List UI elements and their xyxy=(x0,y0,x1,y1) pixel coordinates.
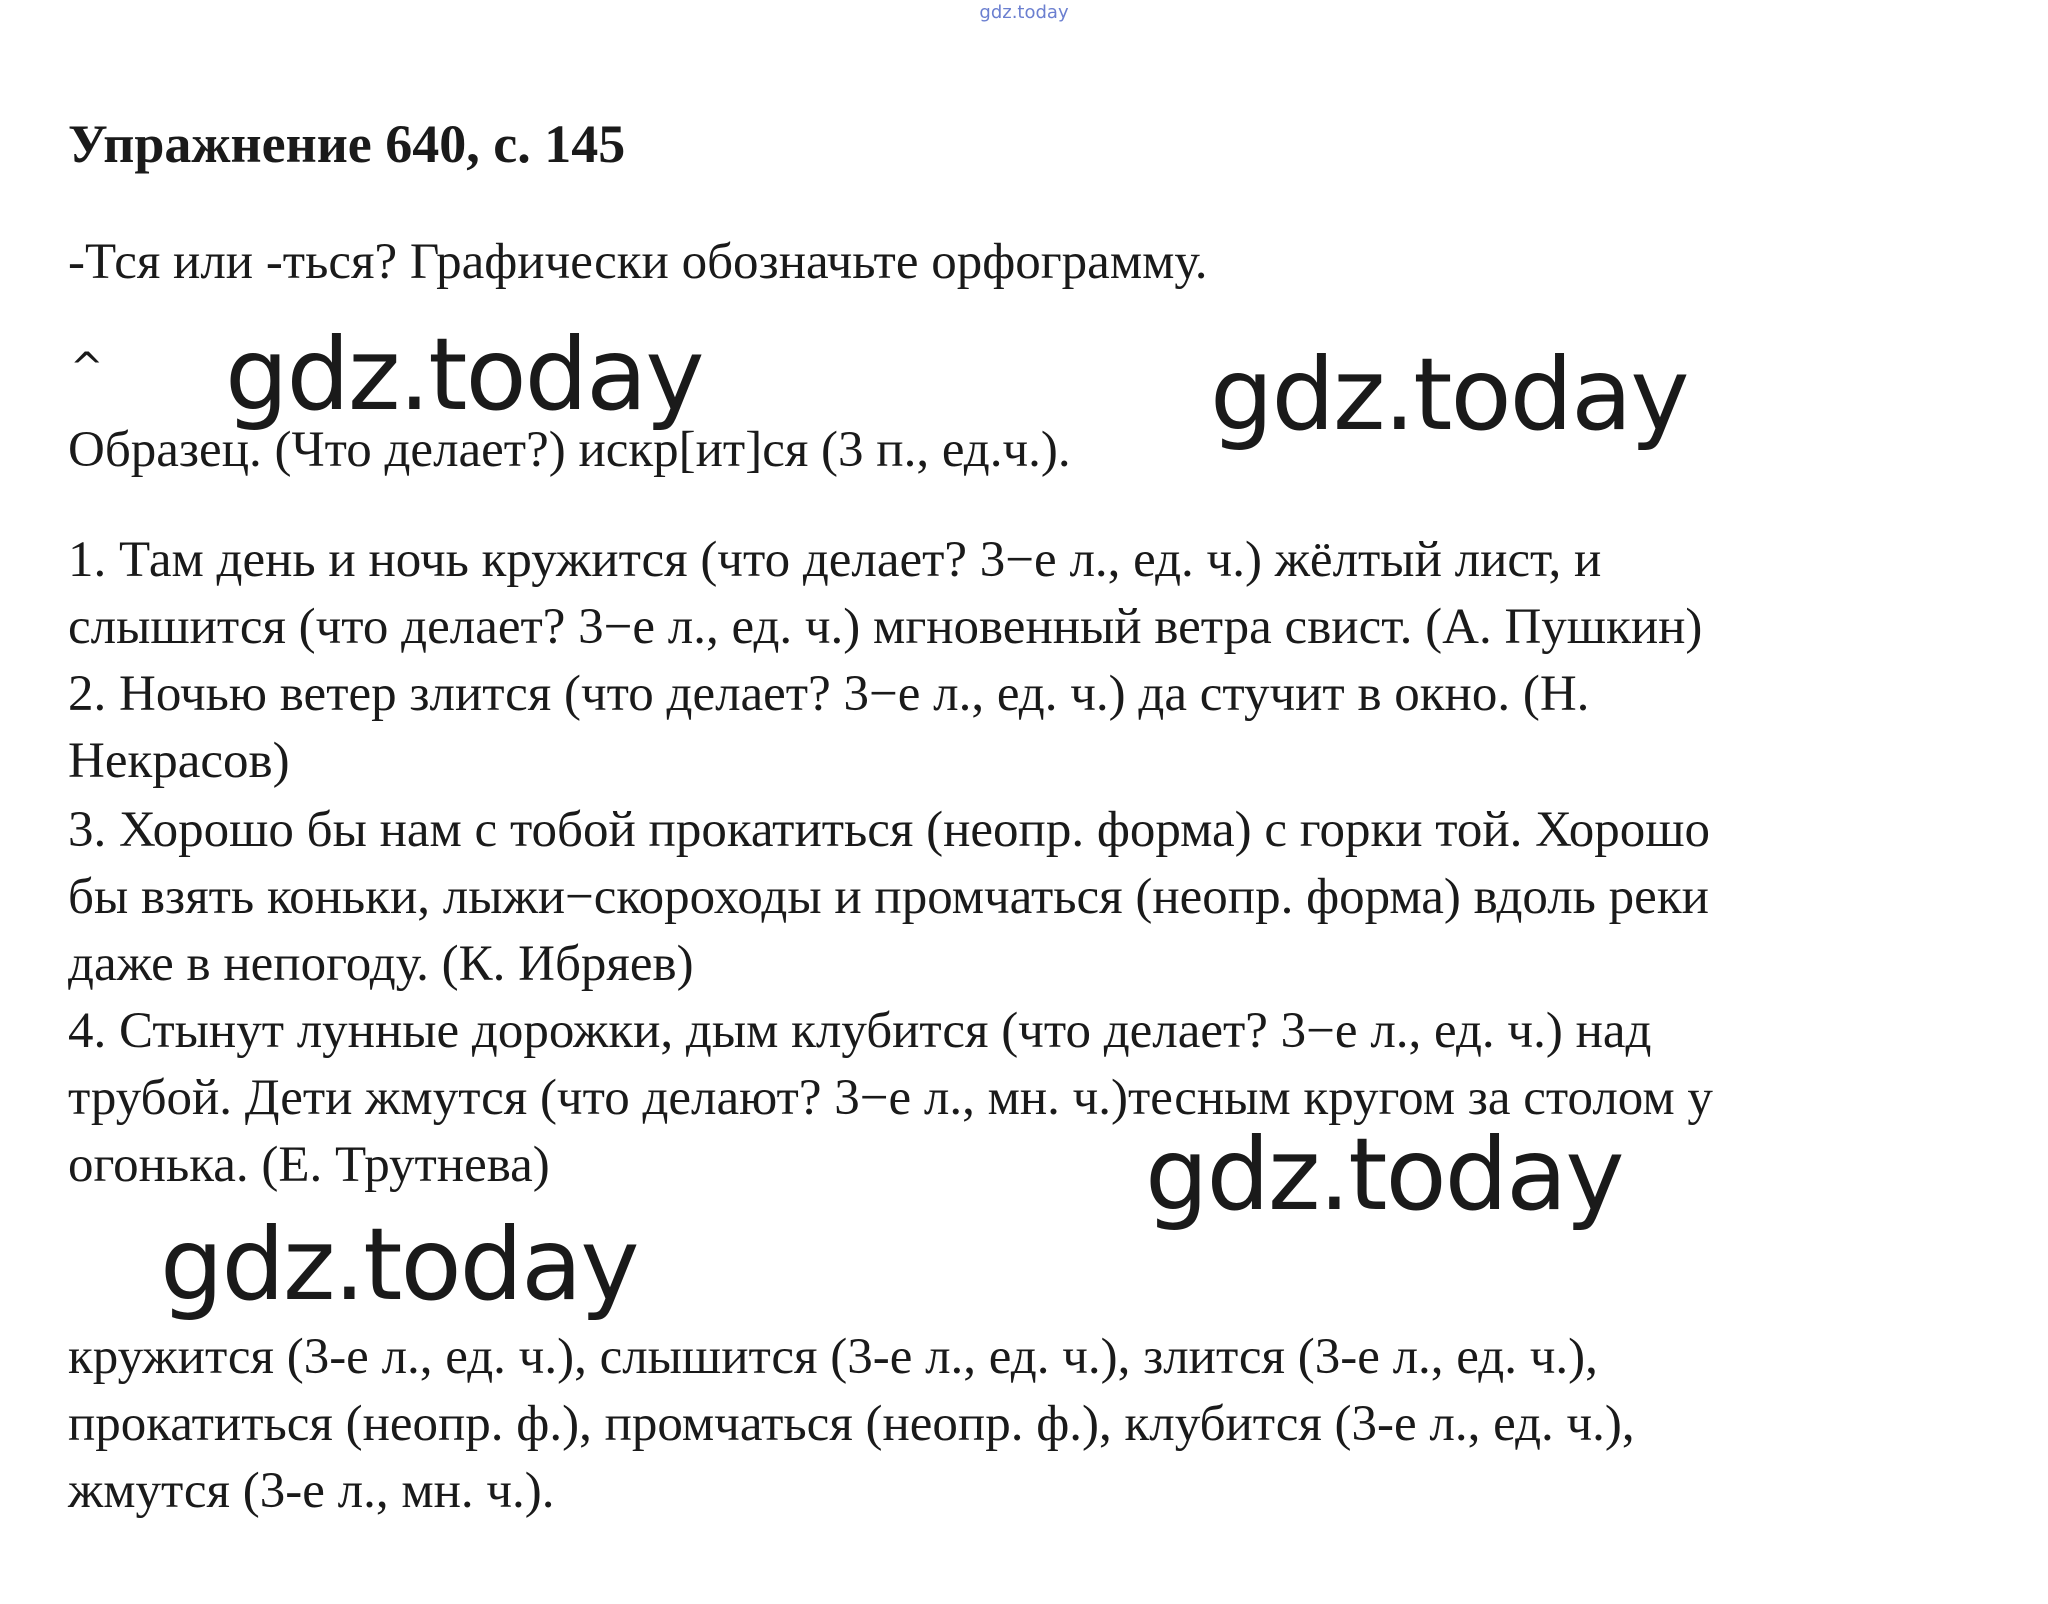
exercise-line: Некрасов) xyxy=(68,733,290,789)
exercise-line: даже в непогоду. (К. Ибряев) xyxy=(68,936,694,992)
answer-line: прокатиться (неопр. ф.), промчаться (неопр. ф.), клубится (3-е л., ед. ч.), xyxy=(68,1396,1635,1452)
exercise-line: слышится (что делает? 3−е л., ед. ч.) мгновенный ветра свист. (А. Пушкин) xyxy=(68,599,1703,655)
caret-mark: ^ xyxy=(70,345,104,391)
exercise-line: 1. Там день и ночь кружится (что делает? 3−е л., ед. ч.) жёлтый лист, и xyxy=(68,532,1602,588)
watermark: gdz.today xyxy=(1145,1116,1623,1233)
exercise-line: огонька. (Е. Трутнева) xyxy=(68,1137,550,1193)
answer-line: кружится (3-е л., ед. ч.), слышится (3-е л., ед. ч.), злится (3-е л., ед. ч.), xyxy=(68,1329,1598,1385)
site-mark-top: gdz.today xyxy=(979,2,1069,23)
page-title: Упражнение 640, с. 145 xyxy=(68,114,626,174)
exercise-line: 3. Хорошо бы нам с тобой прокатиться (неопр. форма) с горки той. Хорошо xyxy=(68,802,1711,858)
answer-line: жмутся (3-е л., мн. ч.). xyxy=(68,1463,555,1519)
exercise-line: трубой. Дети жмутся (что делают? 3−е л., мн. ч.)тесным кругом за столом у xyxy=(68,1070,1713,1126)
exercise-line: 4. Стынут лунные дорожки, дым клубится (что делает? 3−е л., ед. ч.) над xyxy=(68,1003,1652,1059)
exercise-line: бы взять коньки, лыжи−скороходы и промчаться (неопр. форма) вдоль реки xyxy=(68,869,1709,925)
watermark: gdz.today xyxy=(225,316,703,433)
watermark: gdz.today xyxy=(1210,336,1688,453)
exercise-line: 2. Ночью ветер злится (что делает? 3−е л., ед. ч.) да стучит в окно. (Н. xyxy=(68,666,1590,722)
sample-text: Образец. (Что делает?) искр[ит]ся (3 п., ед.ч.). xyxy=(68,422,1071,478)
watermark: gdz.today xyxy=(160,1206,638,1323)
task-instruction: -Тся или -ться? Графически обозначьте орфограмму. xyxy=(68,234,1208,290)
